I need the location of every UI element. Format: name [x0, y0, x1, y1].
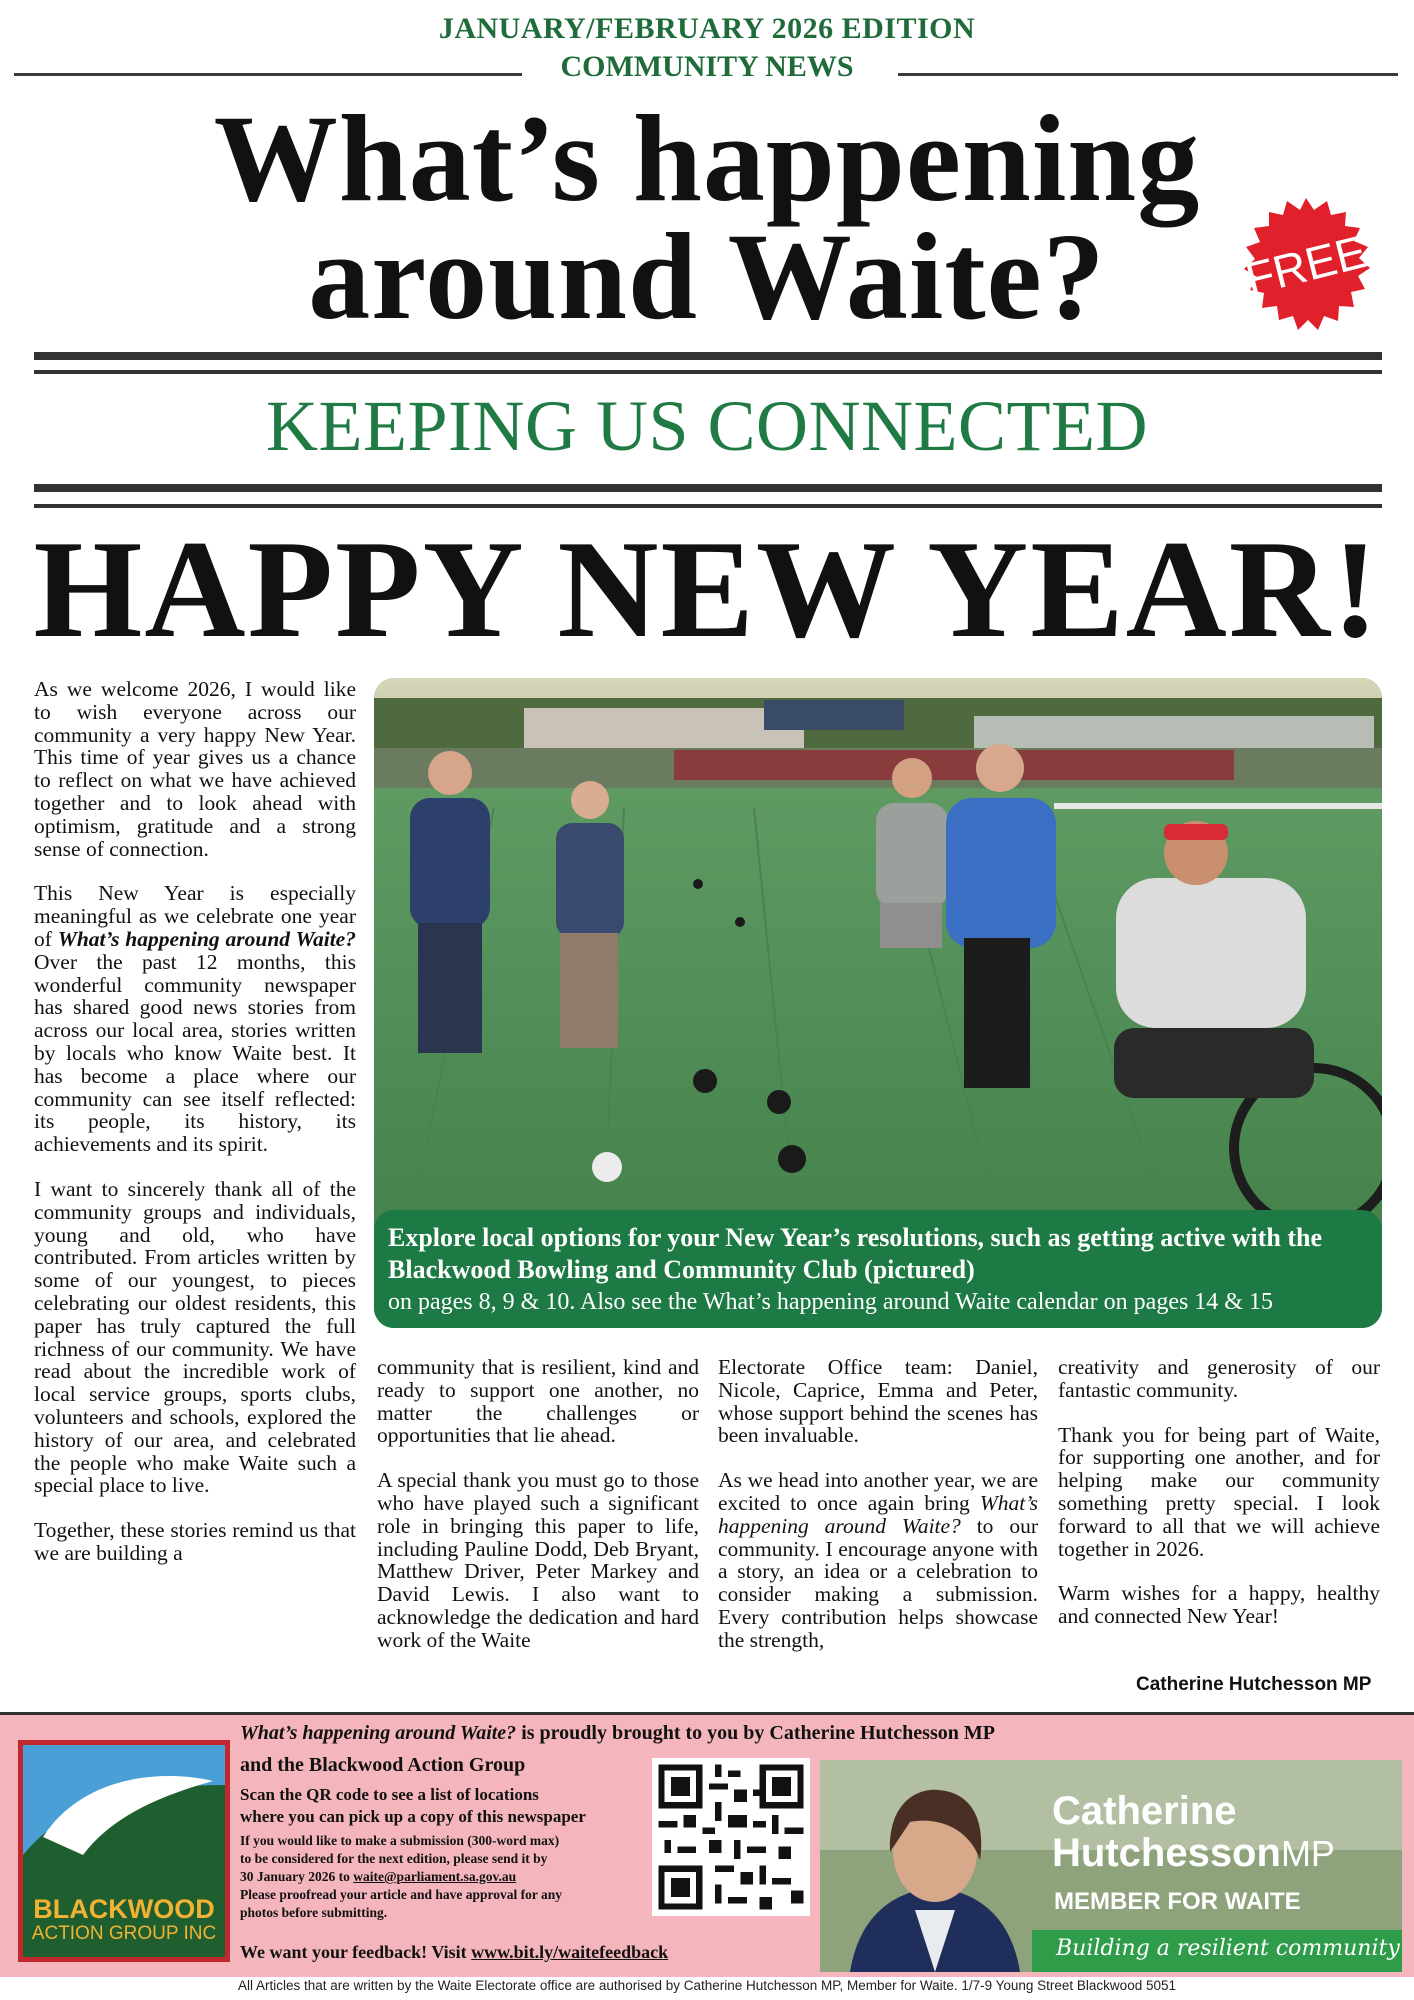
- caption-bold-text: Explore local options for your New Year’s resolutions, such as getting active with the Blackwood Bowling and Community Club (pictured): [388, 1223, 1323, 1284]
- paragraph: Electorate Office team: Daniel, Nicole, Caprice, Emma and Peter, whose support behind the scenes has been invaluable.: [718, 1355, 1038, 1448]
- divider-thin-bottom: [34, 504, 1382, 508]
- paragraph: As we head into another year, we are excited to once again bring What’s happening around Waite? to our community. I encourage anyone with a story, an idea or a celebration to consider making a submission. Every contribution helps showcase the strength,: [718, 1468, 1038, 1652]
- paragraph: Together, these stories remind us that we are building a: [34, 1518, 356, 1565]
- qr-code-icon[interactable]: [652, 1758, 810, 1916]
- submission-email-link[interactable]: waite@parliament.sa.gov.au: [353, 1869, 517, 1884]
- masthead-line-2: around Waite?: [308, 208, 1106, 345]
- section-line: [0, 50, 1414, 84]
- qr-instructions: Scan the QR code to see a list of locations where you can pick up a copy of this newspaper: [240, 1785, 586, 1826]
- logo-graphic: [23, 1745, 225, 1895]
- divider-thin-top: [34, 370, 1382, 374]
- edition-line: JANUARY/FEBRUARY 2026 EDITION: [438, 12, 976, 45]
- logo-subtitle: ACTION GROUP INC: [31, 1923, 217, 1944]
- paragraph: Warm wishes for a happy, healthy and connected New Year!: [1058, 1581, 1380, 1629]
- divider-thick-bottom: [34, 484, 1382, 492]
- divider-thick-top: [34, 352, 1382, 360]
- article-column-4: [1058, 1356, 1380, 1628]
- photo-caption: [374, 1210, 1382, 1328]
- mp-tagline: Building a resilient community: [1056, 1936, 1400, 1961]
- subheadline: KEEPING US CONNECTED: [266, 386, 1148, 466]
- feedback-line: We want your feedback! Visit www.bit.ly/waitefeedback: [240, 1942, 669, 1962]
- paper-title: What’s happening around Waite?: [718, 1490, 1038, 1538]
- mp-role: MEMBER FOR WAITE: [1054, 1888, 1301, 1915]
- blackwood-logo-icon: [18, 1740, 230, 1962]
- paragraph: community that is resilient, kind and ready to support one another, no matter the challenges or opportunities that lie ahead.: [377, 1355, 699, 1448]
- main-headline: HAPPY NEW YEAR!: [33, 512, 1381, 667]
- bowling-club-photo: [374, 678, 1382, 1328]
- article-column-1: [34, 678, 356, 1565]
- paragraph: Thank you for being part of Waite, for supporting one another, and for helping make our community something pretty special. I look forward to all that we will achieve together in 2026.: [1058, 1422, 1380, 1561]
- free-badge-label: FREE: [1240, 224, 1372, 306]
- paper-title: What’s happening around Waite?: [57, 926, 356, 951]
- mp-promo-panel: [820, 1760, 1402, 1972]
- article-column-3: [718, 1356, 1038, 1652]
- footer-credit-line: What’s happening around Waite? is proudly brought to you by Catherine Hutchesson MP: [240, 1722, 995, 1744]
- author-signature: Catherine Hutchesson MP: [1136, 1674, 1372, 1695]
- logo-title: BLACKWOOD: [33, 1894, 215, 1924]
- submission-info: If you would like to make a submission (300-word max) to be considered for the next edition, please send it by 30 January 2026 to waite@parliament.sa.gov.au Please proofread your article and have approval for any photos before submitting.: [240, 1833, 562, 1920]
- caption-regular-text: on pages 8, 9 & 10. Also see the What’s happening around Waite calendar on pages 14 & 15: [388, 1289, 1273, 1315]
- mp-name: Catherine HutchessonMP: [1052, 1789, 1335, 1875]
- paragraph: As we welcome 2026, I would like to wish everyone across our community a very happy New Year. This time of year gives us a chance to reflect on what we have achieved together and to look ahead with optimism, gratitude and a strong sense of connection.: [34, 677, 356, 861]
- authorisation-line: All Articles that are written by the Waite Electorate office are authorised by Catherine Hutchesson MP, Member for Waite. 1/7-9 Young Street Blackwood 5051: [238, 1978, 1176, 1993]
- mp-tagline-bar: [1032, 1930, 1402, 1972]
- masthead: [0, 90, 1414, 345]
- feedback-link[interactable]: www.bit.ly/waitefeedback: [471, 1942, 669, 1962]
- footer-credit-line-2: and the Blackwood Action Group: [240, 1754, 526, 1776]
- paragraph: This New Year is especially meaningful as we celebrate one year of What’s happening around Waite? Over the past 12 months, this wonderful community newspaper has shared good news stories from across our local area, stories written by locals who know Waite best. It has become a place where our community can see itself reflected: its people, its history, its achievements and its spirit.: [34, 881, 356, 1157]
- article-column-2: [377, 1356, 699, 1652]
- paragraph: A special thank you must go to those who have played such a significant role in bringing this paper to life, including Pauline Dodd, Deb Bryant, Matthew Driver, Peter Markey and David Lewis. I also want to acknowledge the dedication and hard work of the Waite: [377, 1468, 699, 1652]
- paragraph: creativity and generosity of our fantastic community.: [1058, 1355, 1380, 1402]
- paragraph: I want to sincerely thank all of the community groups and individuals, young and old, who have contributed. From articles written by some of our youngest, to pieces celebrating our oldest residents, this paper has truly captured the full richness of our community. We have read about the incredible work of local service groups, sports clubs, volunteers and schools, explored the history of our area, and celebrated the people who make Waite such a special place to live.: [34, 1176, 356, 1498]
- masthead-line-1: What’s happening: [213, 90, 1201, 227]
- header-rule-right: [898, 73, 1398, 76]
- section-label: COMMUNITY NEWS: [560, 50, 854, 83]
